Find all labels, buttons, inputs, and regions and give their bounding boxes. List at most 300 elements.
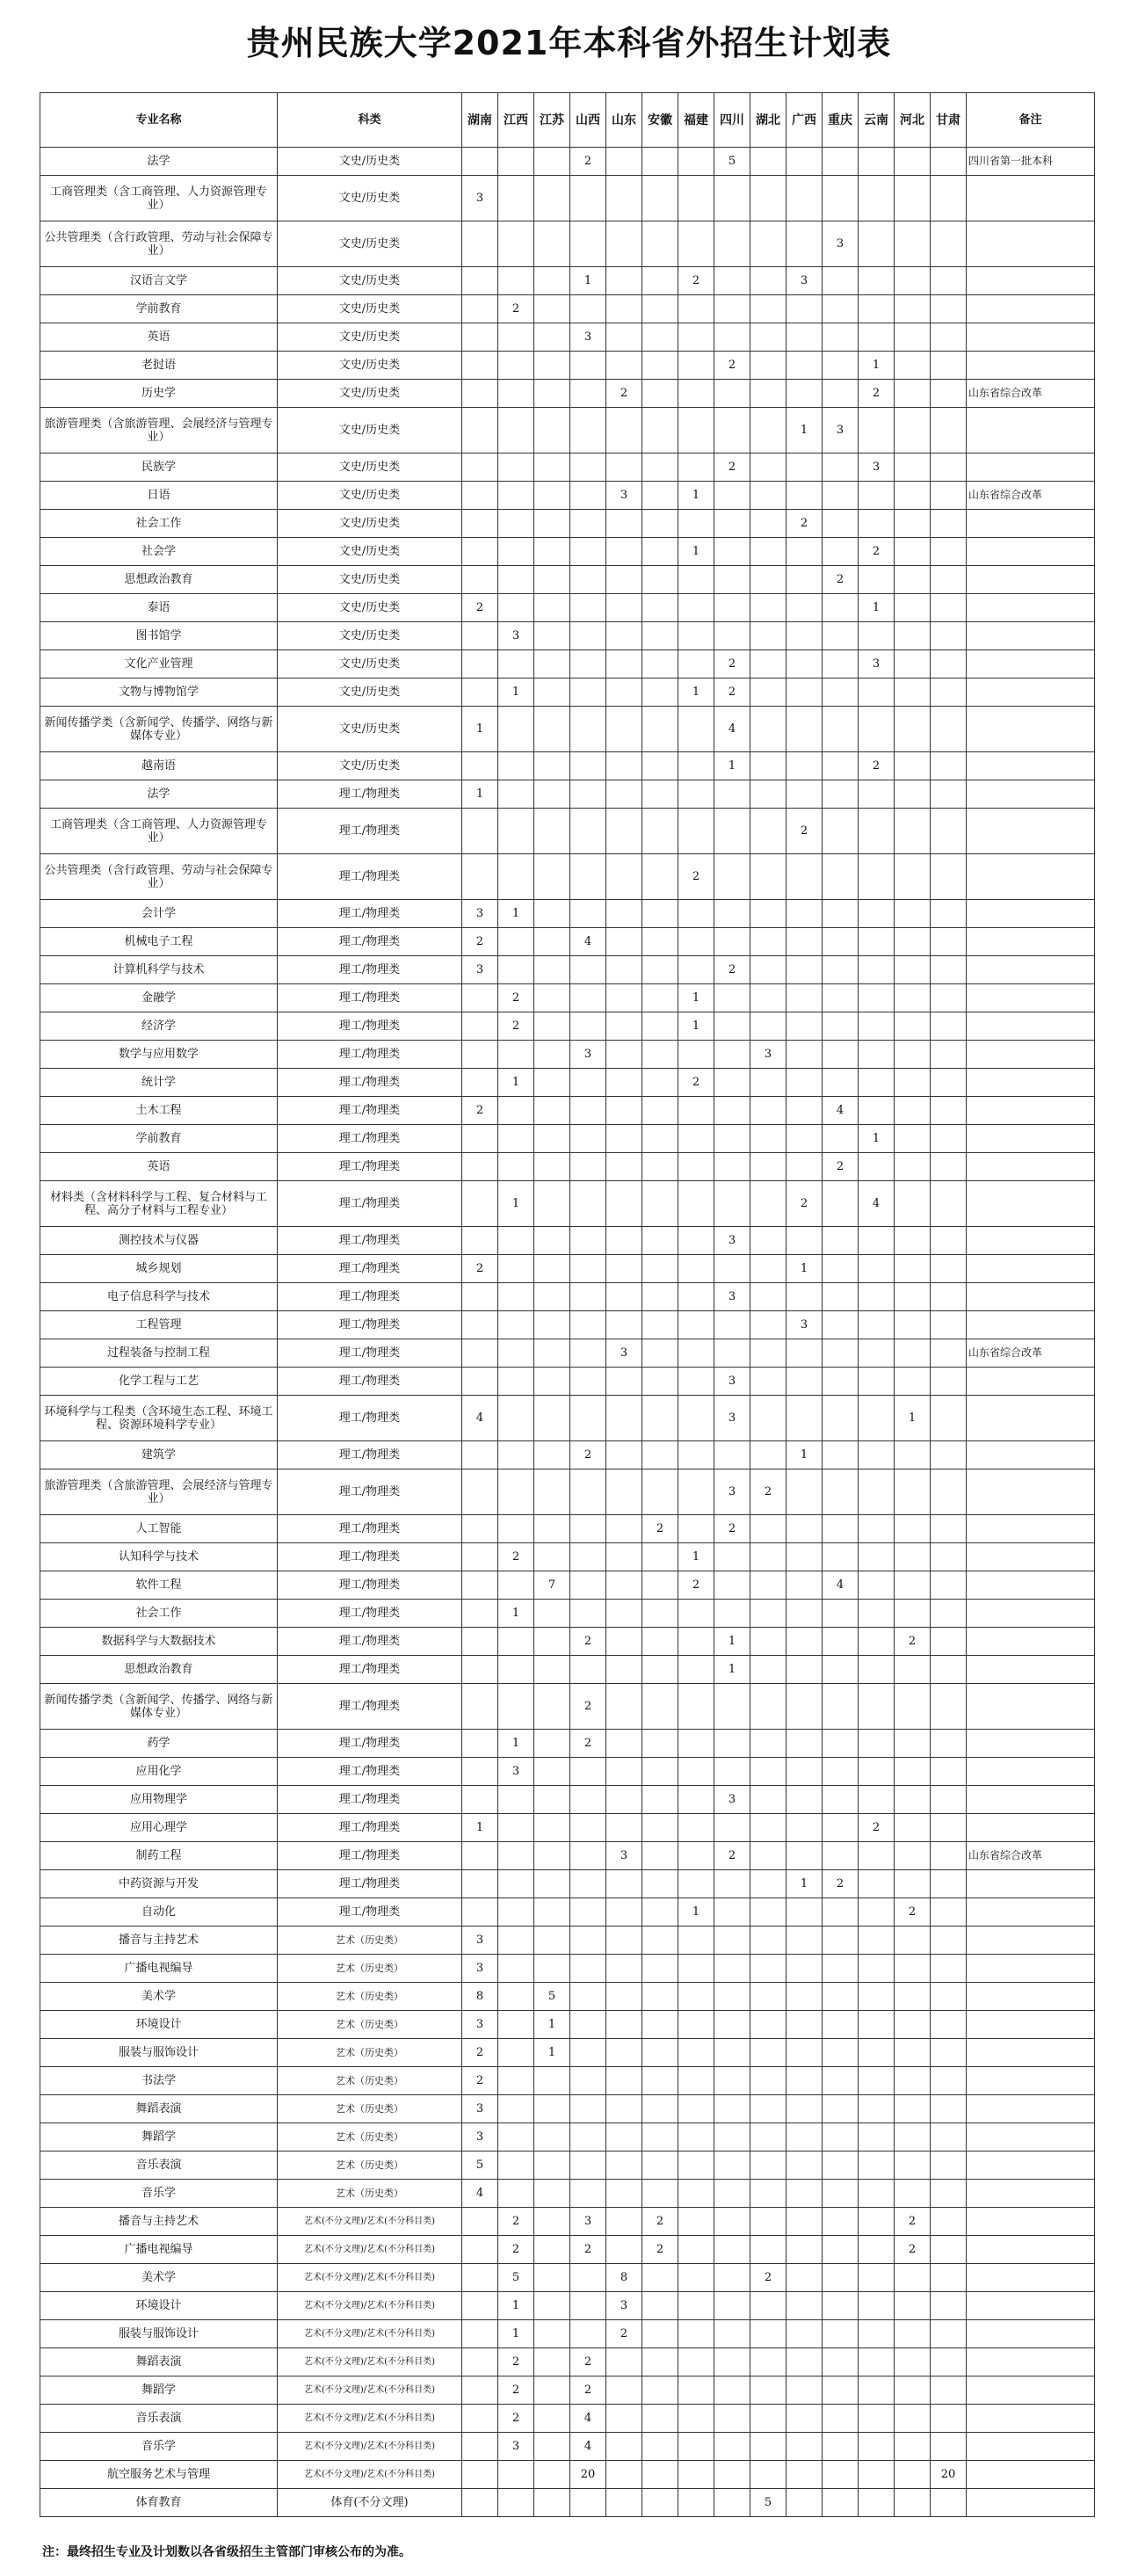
quota-cell: 2: [859, 1814, 895, 1842]
quota-cell: [606, 1656, 642, 1684]
quota-cell: [534, 1153, 570, 1181]
quota-cell: 2: [714, 650, 750, 678]
table-row: [40, 1684, 1095, 1730]
quota-cell: [498, 1283, 534, 1311]
quota-cell: [931, 984, 967, 1012]
quota-cell: [678, 1396, 714, 1441]
quota-cell: [606, 148, 642, 176]
quota-cell: [570, 1543, 606, 1571]
quota-cell: 2: [786, 1181, 823, 1227]
quota-cell: [534, 1515, 570, 1543]
quota-cell: [462, 352, 498, 380]
major-name-cell: 环境设计: [40, 2011, 278, 2039]
quota-cell: [642, 1684, 678, 1730]
quota-cell: [750, 2405, 786, 2433]
quota-cell: [570, 2011, 606, 2039]
category-cell: 文史/历史类: [278, 622, 462, 650]
quota-cell: [859, 1283, 895, 1311]
quota-cell: [642, 1097, 678, 1125]
quota-cell: 2: [678, 267, 714, 295]
quota-cell: 2: [678, 854, 714, 900]
category-cell: 理工/物理类: [278, 1842, 462, 1870]
table-row: [40, 622, 1095, 650]
quota-cell: [642, 928, 678, 956]
quota-cell: [606, 1227, 642, 1255]
major-name-cell: 舞蹈表演: [40, 2095, 278, 2123]
category-cell: 理工/物理类: [278, 1125, 462, 1153]
quota-cell: [534, 380, 570, 408]
quota-cell: [750, 928, 786, 956]
table-row: [40, 1786, 1095, 1814]
major-name-cell: 音乐表演: [40, 2405, 278, 2433]
quota-cell: [534, 1842, 570, 1870]
quota-cell: [931, 2067, 967, 2095]
quota-cell: 1: [678, 678, 714, 707]
quota-cell: [606, 1543, 642, 1571]
note-cell: [967, 678, 1095, 707]
quota-cell: [534, 928, 570, 956]
quota-cell: [895, 1758, 931, 1786]
table-row: [40, 2039, 1095, 2067]
quota-cell: [570, 1515, 606, 1543]
quota-cell: [606, 1097, 642, 1125]
quota-cell: 4: [714, 707, 750, 752]
quota-cell: [606, 2348, 642, 2376]
quota-cell: 3: [462, 2095, 498, 2123]
category-cell: 艺术(不分文理)/艺术(不分科目类): [278, 2320, 462, 2348]
table-row: [40, 780, 1095, 809]
quota-cell: [606, 1600, 642, 1628]
quota-cell: [534, 1097, 570, 1125]
major-name-cell: 舞蹈学: [40, 2376, 278, 2405]
quota-cell: [534, 1396, 570, 1441]
note-cell: [967, 1515, 1095, 1543]
quota-cell: [931, 323, 967, 352]
quota-cell: [678, 2123, 714, 2152]
quota-cell: [931, 295, 967, 323]
quota-cell: [786, 1153, 823, 1181]
major-name-cell: 汉语言文学: [40, 267, 278, 295]
quota-cell: [750, 1571, 786, 1600]
table-row: [40, 1283, 1095, 1311]
major-name-cell: 舞蹈学: [40, 2123, 278, 2152]
quota-cell: [895, 2320, 931, 2348]
quota-cell: 1: [462, 707, 498, 752]
quota-cell: [642, 1339, 678, 1368]
quota-cell: [931, 752, 967, 780]
quota-cell: [498, 267, 534, 295]
quota-cell: [823, 380, 859, 408]
quota-cell: 4: [570, 928, 606, 956]
quota-cell: [859, 1441, 895, 1469]
quota-cell: 2: [570, 1441, 606, 1469]
quota-cell: [823, 854, 859, 900]
quota-cell: [931, 1339, 967, 1368]
quota-cell: 2: [570, 148, 606, 176]
quota-cell: [859, 1543, 895, 1571]
quota-cell: [931, 1396, 967, 1441]
note-cell: [967, 408, 1095, 454]
quota-cell: [498, 323, 534, 352]
quota-cell: [750, 1255, 786, 1283]
quota-cell: [823, 1469, 859, 1515]
quota-cell: [462, 2405, 498, 2433]
category-cell: 理工/物理类: [278, 1283, 462, 1311]
quota-cell: [931, 1543, 967, 1571]
quota-cell: 1: [678, 1898, 714, 1927]
quota-cell: [570, 1097, 606, 1125]
quota-cell: [678, 408, 714, 454]
note-cell: [967, 2405, 1095, 2433]
major-name-cell: 人工智能: [40, 1515, 278, 1543]
quota-cell: [750, 2433, 786, 2461]
quota-cell: [534, 482, 570, 510]
quota-cell: [895, 352, 931, 380]
quota-cell: [823, 176, 859, 221]
quota-cell: [678, 176, 714, 221]
quota-cell: [678, 2208, 714, 2236]
quota-cell: [714, 1441, 750, 1469]
table-row: [40, 1814, 1095, 1842]
quota-cell: [931, 1041, 967, 1069]
quota-cell: [642, 2152, 678, 2180]
quota-cell: [534, 267, 570, 295]
table-body: [40, 148, 1095, 2517]
quota-cell: [498, 752, 534, 780]
quota-cell: [642, 1227, 678, 1255]
quota-cell: [714, 984, 750, 1012]
quota-cell: [895, 1571, 931, 1600]
quota-cell: [498, 1153, 534, 1181]
quota-cell: [750, 1396, 786, 1441]
quota-cell: [570, 1983, 606, 2011]
quota-cell: [859, 1153, 895, 1181]
quota-cell: [534, 594, 570, 622]
quota-cell: 3: [714, 1368, 750, 1396]
quota-cell: [642, 2489, 678, 2517]
quota-cell: [859, 1339, 895, 1368]
quota-cell: 20: [570, 2461, 606, 2489]
quota-cell: [786, 1656, 823, 1684]
quota-cell: [786, 707, 823, 752]
quota-cell: [534, 2095, 570, 2123]
quota-cell: [498, 1041, 534, 1069]
quota-cell: [823, 1012, 859, 1041]
quota-cell: [859, 622, 895, 650]
quota-cell: [895, 1927, 931, 1955]
table-row: [40, 1571, 1095, 1600]
quota-cell: [534, 2264, 570, 2292]
note-cell: [967, 1153, 1095, 1181]
quota-cell: [750, 221, 786, 267]
major-name-cell: 过程装备与控制工程: [40, 1339, 278, 1368]
category-cell: 理工/物理类: [278, 809, 462, 854]
quota-cell: [895, 707, 931, 752]
quota-cell: [714, 2461, 750, 2489]
category-cell: 理工/物理类: [278, 1870, 462, 1898]
category-cell: 理工/物理类: [278, 854, 462, 900]
quota-cell: [498, 1097, 534, 1125]
quota-cell: [462, 510, 498, 538]
category-cell: 文史/历史类: [278, 752, 462, 780]
major-name-cell: 广播电视编导: [40, 1955, 278, 1983]
major-name-cell: 航空服务艺术与管理: [40, 2461, 278, 2489]
table-row: [40, 2067, 1095, 2095]
quota-cell: [570, 2180, 606, 2208]
quota-cell: [570, 2067, 606, 2095]
quota-cell: [931, 566, 967, 594]
category-cell: 文史/历史类: [278, 482, 462, 510]
quota-cell: [895, 809, 931, 854]
quota-cell: 2: [714, 956, 750, 984]
note-cell: [967, 900, 1095, 928]
quota-cell: [714, 380, 750, 408]
table-row: [40, 352, 1095, 380]
quota-cell: [931, 1571, 967, 1600]
category-cell: 文史/历史类: [278, 707, 462, 752]
note-cell: 四川省第一批本科: [967, 148, 1095, 176]
quota-cell: [498, 1684, 534, 1730]
quota-cell: [678, 780, 714, 809]
quota-cell: [895, 267, 931, 295]
quota-cell: [570, 1153, 606, 1181]
quota-cell: [895, 1153, 931, 1181]
quota-cell: [642, 1571, 678, 1600]
quota-cell: [642, 1955, 678, 1983]
major-name-cell: 音乐学: [40, 2433, 278, 2461]
quota-cell: [895, 1227, 931, 1255]
quota-cell: [786, 454, 823, 482]
quota-cell: [714, 809, 750, 854]
quota-cell: [859, 1255, 895, 1283]
quota-cell: [462, 1311, 498, 1339]
quota-cell: [642, 323, 678, 352]
quota-cell: [570, 2320, 606, 2348]
quota-cell: [823, 2489, 859, 2517]
quota-cell: 1: [678, 482, 714, 510]
note-cell: [967, 2348, 1095, 2376]
table-row: [40, 1396, 1095, 1441]
note-cell: [967, 2039, 1095, 2067]
quota-cell: [534, 1041, 570, 1069]
table-row: [40, 809, 1095, 854]
quota-cell: [786, 176, 823, 221]
quota-cell: [570, 1870, 606, 1898]
quota-cell: [606, 2433, 642, 2461]
quota-cell: [678, 2264, 714, 2292]
quota-cell: [462, 267, 498, 295]
quota-cell: [534, 2292, 570, 2320]
quota-cell: [678, 1097, 714, 1125]
quota-cell: [570, 1255, 606, 1283]
quota-cell: [714, 1870, 750, 1898]
quota-cell: 2: [498, 1543, 534, 1571]
quota-cell: [498, 1814, 534, 1842]
quota-cell: [931, 2405, 967, 2433]
quota-cell: [642, 2039, 678, 2067]
quota-cell: [823, 956, 859, 984]
header-province: 甘肃: [931, 93, 967, 148]
quota-cell: [570, 707, 606, 752]
quota-cell: [859, 1396, 895, 1441]
quota-cell: [678, 2180, 714, 2208]
major-name-cell: 英语: [40, 323, 278, 352]
note-cell: [967, 1283, 1095, 1311]
quota-cell: 1: [498, 2320, 534, 2348]
quota-cell: [642, 1125, 678, 1153]
quota-cell: [895, 1600, 931, 1628]
major-name-cell: 社会工作: [40, 1600, 278, 1628]
quota-cell: [750, 1955, 786, 1983]
note-cell: [967, 1730, 1095, 1758]
quota-cell: [895, 510, 931, 538]
quota-cell: [534, 323, 570, 352]
quota-cell: [606, 1927, 642, 1955]
quota-cell: [859, 2320, 895, 2348]
quota-cell: [534, 1441, 570, 1469]
table-row: [40, 1927, 1095, 1955]
quota-cell: 3: [606, 482, 642, 510]
quota-cell: [606, 2095, 642, 2123]
quota-cell: [570, 809, 606, 854]
category-cell: 理工/物理类: [278, 1012, 462, 1041]
quota-cell: [859, 984, 895, 1012]
quota-cell: [642, 707, 678, 752]
quota-cell: [823, 2461, 859, 2489]
quota-cell: [931, 622, 967, 650]
quota-cell: [678, 221, 714, 267]
quota-cell: [534, 510, 570, 538]
quota-cell: [498, 352, 534, 380]
quota-cell: [534, 1125, 570, 1153]
quota-cell: [498, 2039, 534, 2067]
category-cell: 理工/物理类: [278, 780, 462, 809]
quota-cell: [895, 454, 931, 482]
quota-cell: 3: [570, 1041, 606, 1069]
table-row: [40, 1255, 1095, 1283]
major-name-cell: 工商管理类（含工商管理、人力资源管理专业）: [40, 809, 278, 854]
footnote: 注：最终招生专业及计划数以各省级招生主管部门审核公布的为准。: [42, 2545, 411, 2559]
quota-cell: 3: [786, 1311, 823, 1339]
category-cell: 理工/物理类: [278, 1097, 462, 1125]
quota-cell: [498, 594, 534, 622]
quota-cell: [714, 221, 750, 267]
major-name-cell: 法学: [40, 780, 278, 809]
table-row: [40, 1515, 1095, 1543]
quota-cell: [462, 1069, 498, 1097]
quota-cell: [786, 2236, 823, 2264]
quota-cell: [823, 267, 859, 295]
quota-cell: [462, 2292, 498, 2320]
quota-cell: [931, 928, 967, 956]
note-cell: [967, 1227, 1095, 1255]
category-cell: 文史/历史类: [278, 267, 462, 295]
quota-cell: [859, 510, 895, 538]
quota-cell: [570, 650, 606, 678]
quota-cell: [786, 1898, 823, 1927]
quota-cell: [642, 1543, 678, 1571]
quota-cell: [750, 900, 786, 928]
quota-cell: [642, 1983, 678, 2011]
quota-cell: [678, 650, 714, 678]
quota-cell: [534, 2320, 570, 2348]
note-cell: [967, 2320, 1095, 2348]
category-cell: 理工/物理类: [278, 1515, 462, 1543]
quota-cell: [678, 2011, 714, 2039]
quota-cell: [895, 1730, 931, 1758]
quota-cell: [786, 2264, 823, 2292]
quota-cell: [714, 1600, 750, 1628]
major-name-cell: 中药资源与开发: [40, 1870, 278, 1898]
quota-cell: [750, 1628, 786, 1656]
quota-cell: [462, 148, 498, 176]
quota-cell: [678, 1283, 714, 1311]
table-row: [40, 566, 1095, 594]
major-name-cell: 学前教育: [40, 295, 278, 323]
quota-cell: [859, 1097, 895, 1125]
category-cell: 理工/物理类: [278, 984, 462, 1012]
quota-cell: [570, 295, 606, 323]
quota-cell: [498, 1227, 534, 1255]
major-name-cell: 服装与服饰设计: [40, 2320, 278, 2348]
quota-cell: [678, 1656, 714, 1684]
quota-cell: [498, 650, 534, 678]
quota-cell: 1: [678, 538, 714, 566]
note-cell: 山东省综合改革: [967, 1339, 1095, 1368]
quota-cell: [786, 148, 823, 176]
quota-cell: 2: [714, 352, 750, 380]
quota-cell: [931, 1927, 967, 1955]
quota-cell: [642, 2011, 678, 2039]
quota-cell: [859, 1368, 895, 1396]
quota-cell: 2: [498, 2236, 534, 2264]
quota-cell: [678, 1730, 714, 1758]
quota-cell: [642, 2433, 678, 2461]
quota-cell: [714, 594, 750, 622]
category-cell: 理工/物理类: [278, 1571, 462, 1600]
quota-cell: [642, 984, 678, 1012]
quota-cell: [642, 2264, 678, 2292]
quota-cell: [823, 2348, 859, 2376]
quota-cell: [895, 1786, 931, 1814]
quota-cell: [534, 622, 570, 650]
quota-cell: [534, 2348, 570, 2376]
category-cell: 艺术（历史类）: [278, 2039, 462, 2067]
quota-cell: 2: [462, 594, 498, 622]
quota-cell: [786, 1283, 823, 1311]
quota-cell: [895, 1125, 931, 1153]
quota-cell: [859, 2376, 895, 2405]
quota-cell: [498, 1441, 534, 1469]
quota-cell: 2: [570, 2376, 606, 2405]
quota-cell: [570, 352, 606, 380]
note-cell: [967, 1041, 1095, 1069]
quota-cell: 3: [606, 2292, 642, 2320]
quota-cell: [462, 1441, 498, 1469]
quota-cell: 2: [606, 380, 642, 408]
quota-cell: [462, 1730, 498, 1758]
quota-cell: [678, 1628, 714, 1656]
quota-cell: [786, 2095, 823, 2123]
quota-cell: [498, 482, 534, 510]
quota-cell: [823, 1311, 859, 1339]
table-row: [40, 538, 1095, 566]
quota-cell: [642, 678, 678, 707]
quota-cell: 2: [570, 1684, 606, 1730]
quota-cell: [606, 956, 642, 984]
quota-cell: 2: [642, 2236, 678, 2264]
note-cell: 山东省综合改革: [967, 1842, 1095, 1870]
